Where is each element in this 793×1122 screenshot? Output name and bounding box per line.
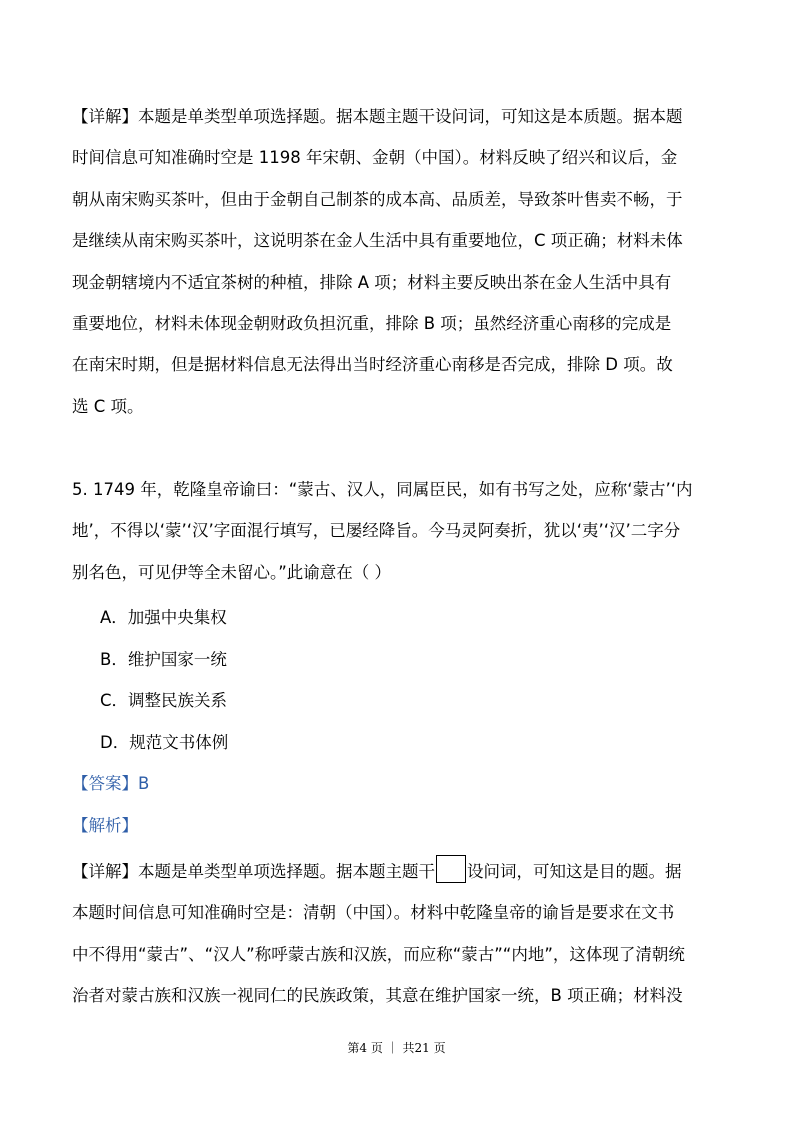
page-footer: 第4 页 ｜ 共21 页 — [347, 1041, 446, 1055]
text-line: 治者对蒙古族和汉族一视同仁的民族政策，其意在维护国家一统，B 项正确；材料没 — [72, 986, 683, 1006]
option-c: C．调整民族关系 — [100, 691, 228, 710]
text-line: 在南宋时期，但是据材料信息无法得出当时经济重心南移是否完成，排除 D 项。故 — [72, 355, 673, 375]
text-line: 现金朝辖境内不适宜茶树的种植，排除 A 项；材料主要反映出茶在金人生活中具有 — [72, 272, 672, 292]
text-segment: 【详解】本题是单类型单项选择题。据本题主题干 — [72, 862, 435, 881]
text-line: 时间信息可知准确时空是 1198 年宋朝、金朝（中国）。材料反映了绍兴和议后，金 — [72, 148, 678, 168]
text-line: 是继续从南宋购买茶叶，这说明茶在金人生活中具有重要地位，C 项正确；材料未体 — [72, 231, 683, 251]
option-a: A．加强中央集权 — [100, 608, 227, 627]
empty-box-mark — [436, 855, 466, 883]
text-line — [72, 851, 724, 892]
detail-paragraph-q5 — [72, 851, 724, 1017]
text-line: 选 C 项。 — [72, 396, 144, 416]
text-line: 【详解】本题是单类型单项选择题。据本题主题干设问词，可知这是本质题。据本题 — [72, 107, 683, 126]
analysis-label: 【解析】 — [72, 816, 138, 835]
detail-paragraph-q4 — [72, 96, 724, 427]
text-line: 朝从南宋购买茶叶，但由于金朝自己制茶的成本高、品质差，导致茶叶售卖不畅，于 — [72, 189, 683, 209]
text-line: 别名色，可见伊等全未留心。”此谕意在（ ） — [72, 562, 392, 582]
answer-label: 【答案】B — [72, 774, 150, 793]
text-segment: 设问词，可知这是目的题。据 — [467, 862, 682, 881]
text-line: 重要地位，材料未体现金朝财政负担沉重，排除 B 项；虽然经济重心南移的完成是 — [72, 314, 672, 334]
question-5-stem — [72, 469, 724, 593]
option-b: B．维护国家一统 — [100, 650, 227, 669]
text-line: 中不得用“蒙古”、“汉人”称呼蒙古族和汉族，而应称“蒙古”“内地”，这体现了清朝统 — [72, 944, 685, 964]
option-d: D．规范文书体例 — [100, 733, 229, 752]
text-line: 地’，不得以‘蒙’‘汉’字面混行填写，已屡经降旨。今马灵阿奏折，犹以‘夷’‘汉’二字分 — [72, 521, 681, 541]
text-line: 5. 1749 年，乾隆皇帝谕曰：“蒙古、汉人，同属臣民，如有书写之处，应称‘蒙古’‘内 — [72, 480, 693, 499]
text-line: 本题时间信息可知准确时空是：清朝（中国）。材料中乾隆皇帝的谕旨是要求在文书 — [72, 903, 675, 923]
